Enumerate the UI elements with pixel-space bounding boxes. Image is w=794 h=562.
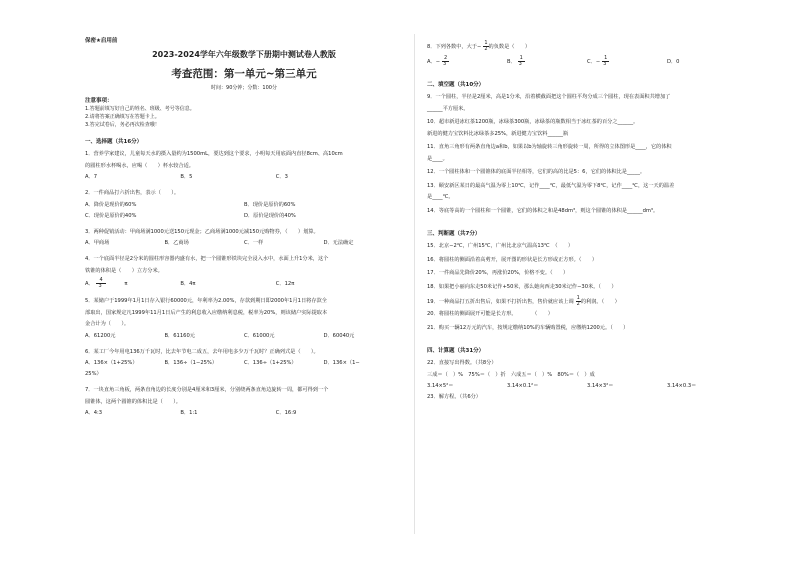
question-6: 6．某工厂今年用电136万千瓦时，比去年节电二成五，去年用电多少万千瓦时？正确列式是（ ）。 bbox=[85, 348, 319, 355]
option[interactable]: B．现价是原价的60% bbox=[244, 201, 296, 208]
question-4-cont: 铁锥的体积是（ ）立方分米。 bbox=[85, 267, 163, 274]
options-8 bbox=[427, 54, 747, 70]
calc-item: 3.14×5²＝ bbox=[427, 383, 454, 389]
question-18: 18．如果把小丽向东走50米记作+50米，那么她向西走30米记作−30米。（ ） bbox=[427, 283, 617, 290]
question-7-cont: 圆锥体，这两个圆锥的体积比是（ ）。 bbox=[85, 398, 181, 405]
fraction: $\frac{1}{2}$ bbox=[576, 295, 580, 307]
question-10: 10．超市新进冰红茶1200瓶，冰绿茶300瓶，冰绿茶的瓶数相当于冰红茶的百分之______。 bbox=[427, 119, 639, 125]
options-3 bbox=[85, 238, 403, 249]
options-2a bbox=[85, 200, 403, 211]
exam-title: 2023-2024学年六年级数学下册期中测试卷人教版 bbox=[152, 50, 336, 59]
option[interactable]: D．136×（1− bbox=[323, 360, 360, 366]
option[interactable]: C．61000元 bbox=[244, 332, 275, 339]
note-item: 1.答题前填写好自己的姓名、班级、考号等信息。 bbox=[85, 106, 195, 112]
calc-row-2 bbox=[427, 381, 747, 392]
option[interactable]: B．61160元 bbox=[164, 332, 195, 339]
notes-heading: 注意事项： bbox=[85, 98, 113, 104]
calc-item: 3.14×0.1²＝ bbox=[507, 383, 539, 389]
option[interactable]: B．1:1 bbox=[180, 410, 198, 416]
question-10-cont: 新进的健力宝饮料比冰绿茶多25%，新进健力宝饮料______瓶 bbox=[427, 130, 569, 137]
question-9-cont: ______平方厘米。 bbox=[427, 105, 469, 112]
question-23: 23．解方程。（共6分） bbox=[427, 394, 481, 400]
option[interactable]: C．− $\frac{1}{3}$ bbox=[587, 54, 667, 70]
question-11-cont: 是____。 bbox=[427, 155, 448, 162]
question-13-cont: 是____℃。 bbox=[427, 194, 454, 200]
option[interactable]: D．60040元 bbox=[323, 332, 355, 339]
option[interactable]: C．一样 bbox=[244, 240, 264, 246]
option[interactable]: D．无法确定 bbox=[323, 240, 354, 246]
options-5 bbox=[85, 331, 403, 342]
question-12: 12．一个圆柱体和一个圆锥体的底面半径相等，它们的高的比是5：6，它们的体积比是_____。 bbox=[427, 169, 646, 175]
calc-item: 3.14×3²＝ bbox=[587, 383, 614, 389]
question-3: 3．两种促销活动：甲商场满1000元送150元现金；乙商场满1000元减150元购物券，（ ）划算。 bbox=[85, 228, 319, 235]
question-11: 11．直角三角形有两条直角边a和b，如果以b为轴旋转三角形旋转一周，所得的立体图形是____，它的体积 bbox=[427, 144, 672, 150]
option[interactable]: B．4π bbox=[180, 281, 196, 287]
option[interactable]: D．0 bbox=[667, 59, 680, 65]
question-22: 22．直接写出得数。（共8分） bbox=[427, 360, 497, 366]
question-4: 4．一个底面半径是2分米的圆柱形容器内盛有水，把一个圆锥形铁块完全浸入水中，水面上升1分米，这个 bbox=[85, 256, 329, 262]
option[interactable]: A．7 bbox=[85, 174, 98, 180]
option[interactable]: B．乙商场 bbox=[164, 240, 189, 246]
option[interactable]: C．3 bbox=[275, 174, 288, 180]
question-9: 9．一个圆柱，半径是2厘米，高是1分米，沿着横截面把这个圆柱平均分成三个圆柱，现在表面积共增加了 bbox=[427, 94, 671, 100]
section-heading-calc: 四、计算题（共31分） bbox=[427, 348, 485, 354]
question-15: 15．北京−2℃，广州15℃，广州比北京气温高13℃ （ ） bbox=[427, 243, 574, 249]
right-column bbox=[427, 40, 747, 404]
calc-row-1: 三成＝（ ）% 75%＝（ ）折 六成五＝（ ）% 80%＝（ ）成 bbox=[427, 371, 595, 378]
section-heading-judge: 三、判断题（共7分） bbox=[427, 231, 481, 237]
question-13: 13．颐安新区某日的最高气温为零上10℃，记作____℃，最低气温为零下8℃，记作____℃，这一天的温差 bbox=[427, 182, 675, 189]
question-5-cont: 部取出，国家规定凡1999年11月1日后产生的利息收入应缴纳利息税，税率为20%，则该储户实际提取本 bbox=[85, 309, 328, 316]
question-2: 2．一件商品打六折出售，表示（ ）。 bbox=[85, 190, 180, 196]
question-1-cont: 的圆柱形水杯喝水，应喝（ ）杯水较合适。 bbox=[85, 162, 194, 169]
options-2b bbox=[85, 211, 403, 222]
option[interactable]: C．现价是原价的40% bbox=[85, 212, 137, 219]
options-6 bbox=[85, 358, 403, 369]
note-item: 3.答完试卷后，务必再次检查哦！ bbox=[85, 122, 160, 128]
options-1 bbox=[85, 172, 403, 183]
question-5-cont: 金合计为（ ）。 bbox=[85, 321, 130, 327]
question-7: 7．一块直角三角板，两条直角边的长度分别是4厘米和3厘米，分别绕两条直角边旋转一周，都可得到一个 bbox=[85, 387, 329, 393]
option[interactable]: A．136×（1+25%） bbox=[85, 360, 138, 366]
left-column bbox=[85, 36, 403, 424]
option[interactable]: A．61200元 bbox=[85, 332, 116, 339]
options-6-cont bbox=[85, 369, 403, 380]
option[interactable]: A．− $\frac{2}{3}$ bbox=[427, 54, 507, 70]
question-5: 5．某储户于1999年1月1日存入银行60000元，年利率为2.00%，存款到期日即2000年1月1日将存款全 bbox=[85, 298, 327, 304]
question-21: 21．购买一辆12万元的汽车，按规定缴纳10%的车辆购置税，应缴纳1200元。（ ） bbox=[427, 324, 629, 331]
question-1: 1．营养学家建议，儿童每天水的摄入量约为1500mL，要达到这个要求，小明每天用底面内直径8cm、高10cm bbox=[85, 151, 343, 157]
question-19: 19．一种商品打五折出售后，如果不打折出售，售价就应该上调 $\frac{1}{2}$ 的利润。（ ） bbox=[427, 295, 620, 307]
option-cont: 25%） bbox=[85, 371, 102, 377]
option[interactable]: C．16:9 bbox=[275, 410, 297, 416]
fraction: $\frac{2}{3}$ bbox=[443, 55, 448, 67]
option[interactable]: B． $\frac{1}{3}$ bbox=[507, 54, 587, 70]
question-14: 14．等底等高的一个圆柱和一个圆锥，它们的体积之和是48dm³，则这个圆锥的体积是______dm³。 bbox=[427, 207, 659, 214]
option[interactable]: A．降价是现价的60% bbox=[85, 201, 137, 208]
fraction: $\frac{1}{3}$ bbox=[518, 55, 523, 67]
column-divider bbox=[414, 34, 415, 534]
fraction: $\frac{1}{3}$ bbox=[603, 55, 608, 67]
option[interactable]: B．5 bbox=[180, 174, 193, 180]
section-heading-choice: 一、选择题（共16分） bbox=[85, 139, 143, 145]
option[interactable]: D．原价是现价的40% bbox=[244, 212, 296, 219]
secret-label: 保密★启用前 bbox=[85, 38, 118, 44]
fraction: $\frac{1}{2}$ bbox=[484, 40, 488, 52]
question-17: 17．一件商品先降价20%，再涨价20%，价格不变。（ ） bbox=[427, 270, 569, 276]
option[interactable]: C．136÷（1+25%） bbox=[244, 360, 297, 366]
option[interactable]: C．12π bbox=[275, 281, 295, 287]
section-heading-fill: 二、填空题（共10分） bbox=[427, 82, 485, 88]
options-7 bbox=[85, 408, 403, 419]
option[interactable]: A． $\frac{4}{3}$ π bbox=[85, 277, 128, 289]
option[interactable]: B．136÷（1−25%） bbox=[164, 360, 218, 366]
note-item: 2.请将答案正确填写在答题卡上。 bbox=[85, 114, 160, 120]
fraction: $\frac{4}{3}$ bbox=[96, 278, 125, 289]
question-20: 20．将圆柱的侧面展开可能是长方形。 （ ） bbox=[427, 311, 553, 317]
calc-item: 3.14×0.3＝ bbox=[667, 383, 697, 389]
exam-subtitle: 考查范围：第一单元~第三单元 bbox=[171, 68, 317, 80]
option[interactable]: A．4:3 bbox=[85, 410, 103, 416]
time-score: 时间：90分钟；分数：100分 bbox=[211, 85, 277, 91]
options-4 bbox=[85, 277, 403, 291]
question-16: 16．将圆柱的侧面沿着高剪开，展开图的形状是长方形或正方形。（ ） bbox=[427, 256, 598, 263]
question-8: 8．下列各数中，大于− $\frac{1}{2}$ 的负数是（ ） bbox=[427, 40, 531, 52]
option[interactable]: A．甲商场 bbox=[85, 240, 110, 246]
